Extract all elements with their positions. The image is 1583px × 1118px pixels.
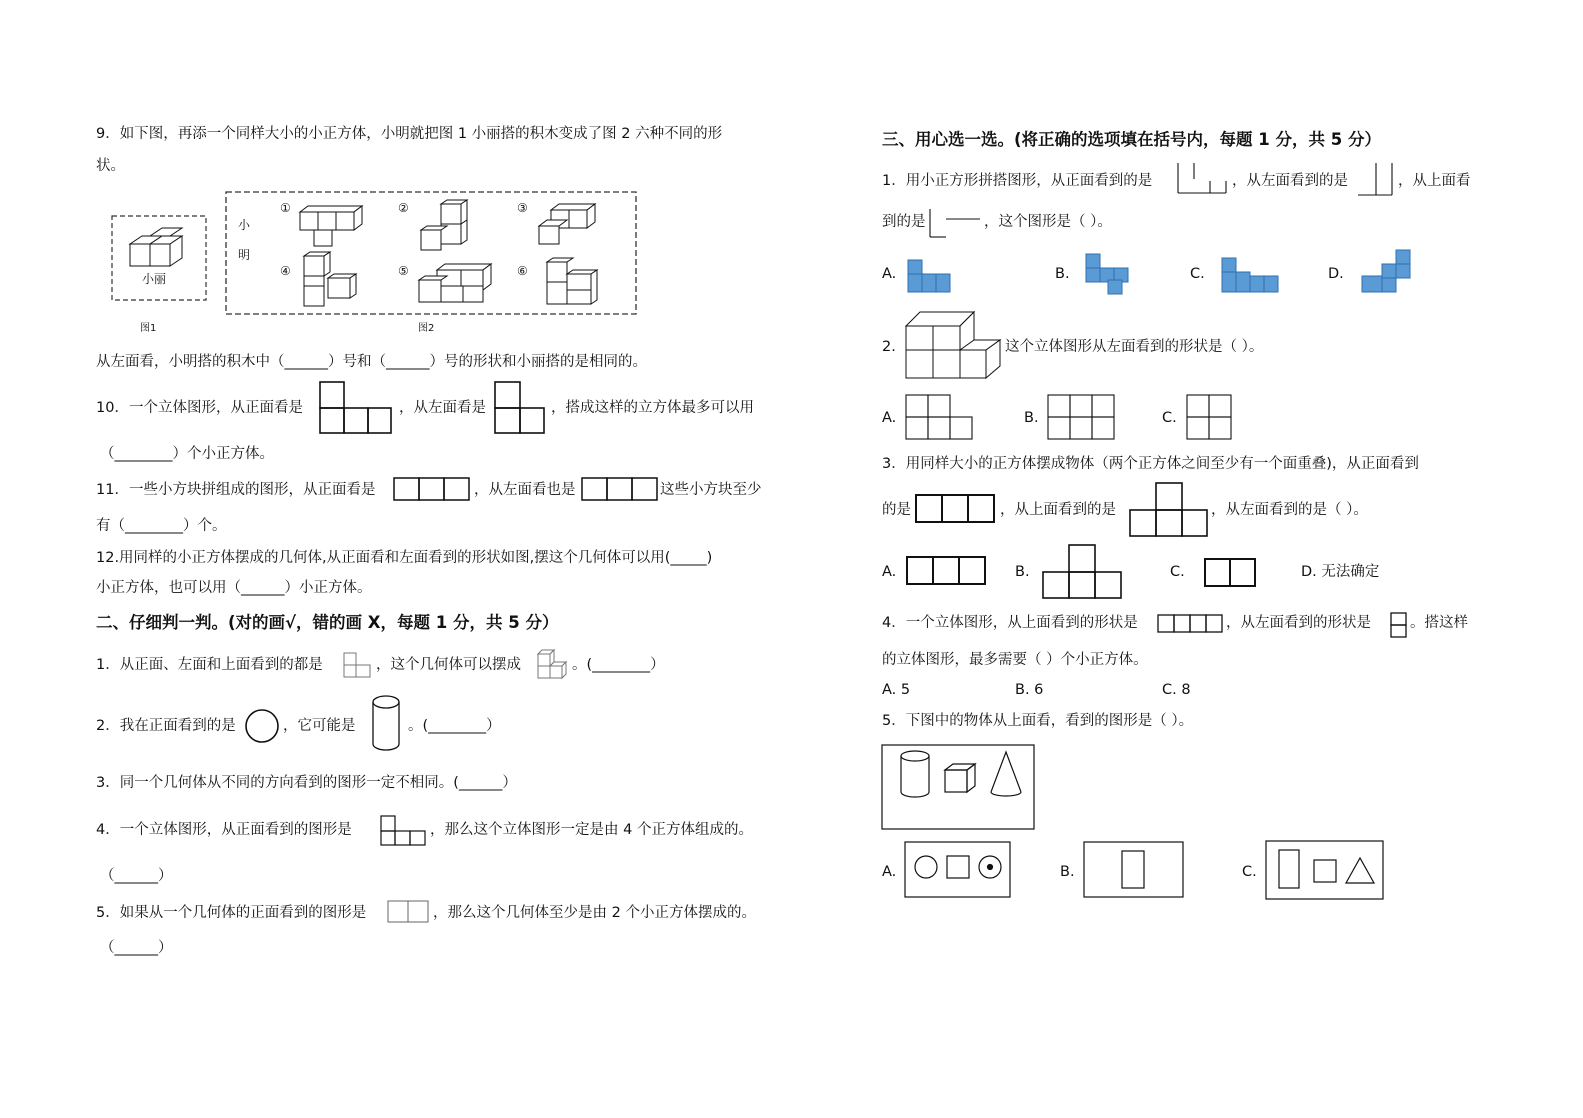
- s3-q1-part2: ，从左面看到的是: [1232, 173, 1348, 189]
- s3-q3-option-d[interactable]: D. 无法确定: [1301, 564, 1380, 580]
- q9-figure-1: [110, 214, 210, 304]
- s3-q1-option-b[interactable]: B.: [1055, 266, 1070, 282]
- s3-q2-solid: [904, 310, 1000, 380]
- s3-q2-option-b[interactable]: B.: [1024, 410, 1039, 426]
- s3-q1-option-c[interactable]: C.: [1190, 266, 1205, 282]
- xiaoming-label-2: 明: [238, 248, 251, 262]
- s3-q4-option-b[interactable]: B. 6: [1015, 682, 1044, 698]
- xiaoming-label-1: 小: [238, 218, 251, 232]
- s3-q1-line2b: ，这个图形是（ ）。: [984, 214, 1112, 230]
- fig2-caption: 图2: [418, 323, 435, 334]
- s2-q5-part1: 5．如果从一个几何体的正面看到的图形是: [96, 905, 367, 921]
- s3-q3-option-b[interactable]: B.: [1015, 564, 1030, 580]
- s2-q4-part1: 4．一个立体图形，从正面看到的图形是: [96, 822, 352, 838]
- s3-q3-option-a-shape: [906, 556, 988, 586]
- s3-q4-option-c[interactable]: C. 8: [1162, 682, 1191, 698]
- s3-q4-left-view: [1390, 612, 1408, 638]
- s3-q5-option-a[interactable]: A.: [882, 864, 897, 880]
- s3-q5-objects: [881, 744, 1037, 832]
- s2-q4-part2: ，那么这个立体图形一定是由 4 个正方体组成的。: [430, 822, 753, 838]
- s3-q3-part3: ，从左面看到的是（ ）。: [1211, 502, 1368, 518]
- s3-q2-option-a-shape: [905, 394, 973, 440]
- s2-q2-part2: ，它可能是: [283, 718, 356, 734]
- q10-part2: ，从左面看是: [399, 400, 486, 416]
- q11-front-view: [393, 477, 471, 501]
- s3-q1-front-view: [1176, 161, 1228, 195]
- s2-q5-line2: （______）: [100, 940, 173, 956]
- s3-q1-option-c-shape: [1218, 250, 1282, 296]
- fig2-option-2: ②: [398, 201, 409, 215]
- s3-q1-left-view: [1356, 161, 1394, 197]
- section2-title: 二、仔细判一判。(对的画√，错的画 X，每题 1 分，共 5 分）: [96, 613, 559, 632]
- s3-q2-text: 这个立体图形从左面看到的形状是（ ）。: [1005, 339, 1264, 355]
- s2-q3: 3．同一个几何体从不同的方向看到的图形一定不相同。(______）: [96, 775, 517, 791]
- s3-q4-part2: ，从左面看到的形状是: [1226, 615, 1371, 631]
- s2-q2-part3: 。(________）: [408, 718, 501, 734]
- s3-q1-part1: 1．用小正方形拼搭图形，从正面看到的是: [882, 173, 1153, 189]
- s3-q2-option-c-shape: [1186, 394, 1232, 440]
- s3-q5-option-b[interactable]: B.: [1060, 864, 1075, 880]
- s3-q1-part3: ，从上面看: [1398, 173, 1471, 189]
- q11-line2: 有（________）个。: [96, 518, 227, 534]
- s3-q3-option-c[interactable]: C.: [1170, 564, 1185, 580]
- q9-line1: 9．如下图，再添一个同样大小的小正方体，小明就把图 1 小丽搭的积木变成了图 2 六种不同的形: [96, 126, 723, 142]
- s3-q4-top-view: [1157, 614, 1223, 634]
- q10-part1: 10．一个立体图形，从正面看是: [96, 400, 303, 416]
- s2-q1-view: [343, 652, 373, 678]
- s3-q5-option-b-shape: [1083, 841, 1185, 899]
- s3-q2-option-a[interactable]: A.: [882, 410, 897, 426]
- circle-icon: [244, 708, 280, 744]
- s3-q3-option-c-shape: [1204, 558, 1258, 588]
- fig1-caption: 图1: [140, 323, 157, 334]
- s3-q1-top-view: [928, 205, 982, 239]
- s3-q2-option-c[interactable]: C.: [1162, 410, 1177, 426]
- q9-line2: 状。: [96, 158, 125, 174]
- s3-q5-option-c-shape: [1265, 840, 1385, 900]
- fig2-option-4: ④: [280, 264, 291, 278]
- s2-q5-view: [387, 900, 431, 924]
- fig2-option-6: ⑥: [517, 264, 528, 278]
- s3-q3-line1: 3．用同样大小的正方体摆成物体（两个正方体之间至少有一个面重叠)，从正面看到: [882, 456, 1419, 472]
- s3-q1-option-d[interactable]: D.: [1328, 266, 1344, 282]
- s3-q3-front-view: [915, 494, 997, 524]
- s2-q1-part2: ，这个几何体可以摆成: [376, 657, 521, 673]
- s3-q3-option-b-shape: [1042, 544, 1124, 600]
- s2-q1-part1: 1．从正面、左面和上面看到的都是: [96, 657, 323, 673]
- q11-part2: ，从左面看也是: [474, 482, 576, 498]
- s3-q1-line2a: 到的是: [882, 214, 926, 230]
- fig2-option-1: ①: [280, 201, 291, 215]
- s3-q4-option-a[interactable]: A. 5: [882, 682, 911, 698]
- s3-q3-part1: 的是: [882, 502, 911, 518]
- s3-q1-option-d-shape: [1358, 246, 1418, 296]
- s3-q5-text: 5．下图中的物体从上面看，看到的图形是（ ）。: [882, 713, 1194, 729]
- s3-q3-part2: ，从上面看到的是: [1000, 502, 1116, 518]
- s3-q5-option-a-shape: [904, 841, 1012, 899]
- s2-q1-part3: 。(________）: [572, 657, 665, 673]
- s3-q4-part3: 。搭这样: [1410, 615, 1468, 631]
- s3-q1-option-a-shape: [904, 250, 964, 296]
- s2-q5-part2: ，那么这个几何体至少是由 2 个小正方体摆成的。: [433, 905, 756, 921]
- s3-q3-top-view: [1129, 482, 1209, 538]
- s3-q2-num: 2.: [882, 339, 896, 355]
- s3-q2-option-b-shape: [1047, 394, 1115, 440]
- q12-line2: 小正方体，也可以用（______）小正方体。: [96, 580, 372, 596]
- q12-line1: 12.用同样的小正方体摆成的几何体,从正面看和左面看到的形状如图,摆这个几何体可以用(_____): [96, 550, 713, 566]
- q11-left-view: [581, 477, 659, 501]
- s3-q4-line2: 的立体图形，最多需要（ ）个小正方体。: [882, 652, 1148, 668]
- q11-part1: 11．一些小方块拼组成的图形，从正面看是: [96, 482, 376, 498]
- s3-q1-option-b-shape: [1082, 250, 1142, 296]
- q10-front-view: [319, 381, 393, 435]
- cylinder-icon: [370, 694, 402, 754]
- q9-question: 从左面看，小明搭的积木中（______）号和（______）号的形状和小丽搭的是相同的。: [96, 354, 647, 370]
- q10-left-view: [494, 381, 546, 435]
- section3-title: 三、用心选一选。(将正确的选项填在括号内，每题 1 分，共 5 分）: [882, 130, 1381, 149]
- q11-part3: 这些小方块至少: [660, 482, 762, 498]
- s3-q1-option-a[interactable]: A.: [882, 266, 897, 282]
- s2-q4-line2: （______）: [100, 868, 173, 884]
- fig2-option-3: ③: [517, 201, 528, 215]
- s3-q5-option-c[interactable]: C.: [1242, 864, 1257, 880]
- xiaoli-label: 小丽: [142, 272, 167, 286]
- s3-q4-part1: 4．一个立体图形，从上面看到的形状是: [882, 615, 1138, 631]
- s2-q2-part1: 2．我在正面看到的是: [96, 718, 236, 734]
- s3-q3-option-a[interactable]: A.: [882, 564, 897, 580]
- fig2-option-5: ⑤: [398, 264, 409, 278]
- s2-q4-view: [380, 815, 428, 847]
- s2-q1-solid: [536, 648, 572, 680]
- q10-line2: （________）个小正方体。: [100, 446, 274, 462]
- q10-part3: ，搭成这样的立方体最多可以用: [551, 400, 754, 416]
